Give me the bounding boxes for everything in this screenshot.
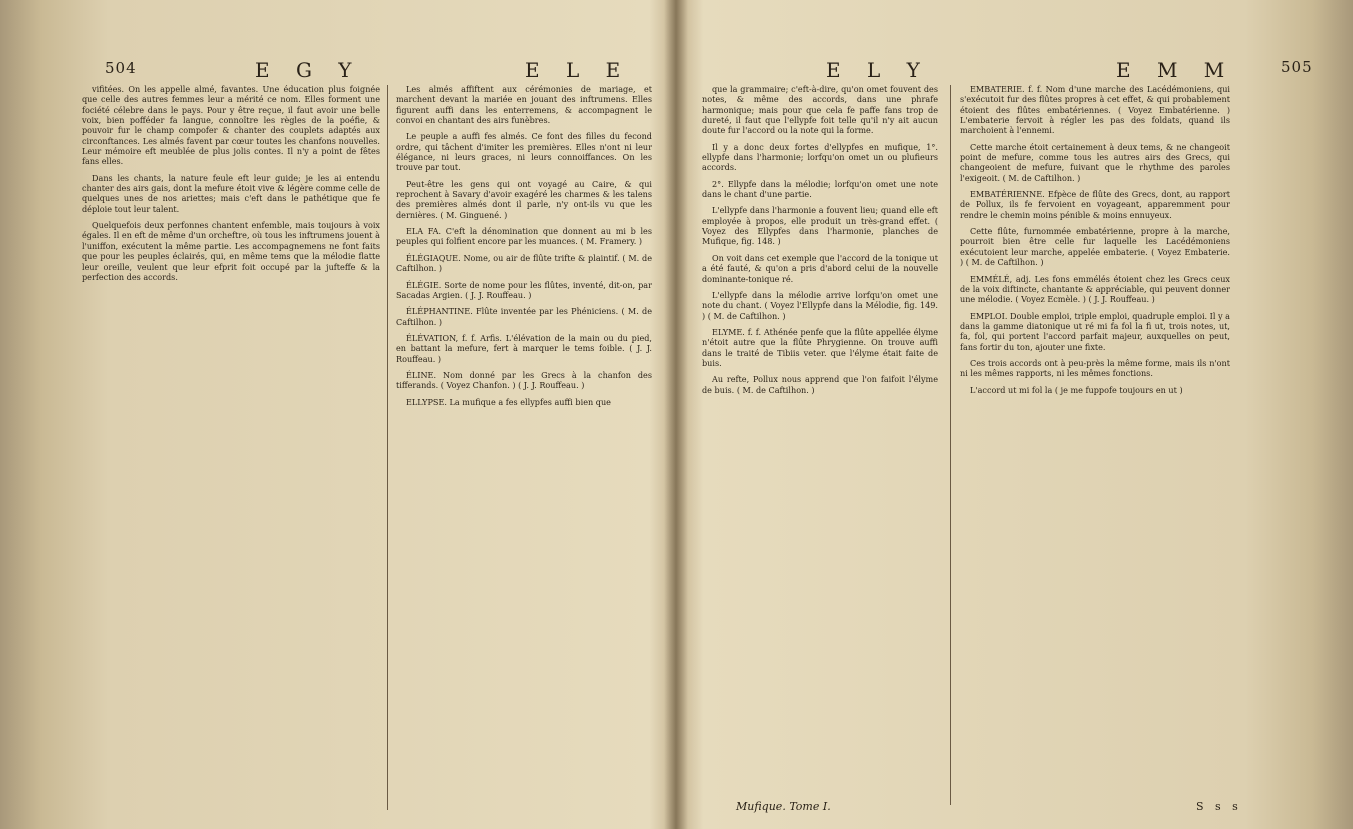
page-left (0, 0, 676, 829)
paragraph: ÉLÉPHANTINE. Flûte inventée par les Phéniciens. ( M. de Caftilhon. ) (396, 306, 652, 327)
headword-ele: E L E (525, 58, 631, 82)
paragraph: Dans les chants, la nature feule eft leur guide; je les ai entendu chanter des airs gais, dont la mefure étoit vive & légère comme celle de quelques unes de nos ariettes; mais c'eft dans le pathétique que fe déploie tout leur talent. (82, 172, 380, 214)
paragraph: L'accord ut mi fol la ( je me fuppofe toujours en ut ) (970, 384, 1183, 395)
paragraph: EMPLOI. Double emploi, triple emploi, quadruple emploi. Il y a dans la gamme diatonique ut ré mi fa fol la fi ut, trois notes, ut, fa, fol, qui portent l'accord parfait majeur, auxquelles on peut, fans fortir du ton, ajouter une fixte. (960, 310, 1231, 352)
paragraph: L'ellypfe dans l'harmonie a fouvent lieu; quand elle eft employée à propos, elle produit un très-grand effet. ( Voyez des Ellypfes dans l'harmonie, planches de Mufique, fig. 148. ) (702, 205, 938, 247)
catchword-signature: S s s (1196, 800, 1242, 813)
page-number-left: 504 (105, 59, 137, 77)
paragraph: EMBATÉRIENNE. Efpèce de flûte des Grecs, dont, au rapport de Pollux, ils fe fervoient en voyageant, apparemment pour rendre le chemin moins pénible & moins ennuyeux. (960, 189, 1230, 220)
paragraph: Quelquefois deux perfonnes chantent enfemble, mais toujours à voix égales. Il en eft de même d'un orcheftre, où tous les inftrumens jouent à l'uniffon, exécutent la même partie. Les accompagnemens ne font faits que pour les peuples éclairés, qui, en même tems que la mélodie flatte leur oreille, veulent que leur efprit foit occupé par la jufteffe & la perfection des accords. (82, 220, 380, 282)
paragraph: vifitées. On les appelle almé, favantes. Une éducation plus foignée que celle des autres femmes leur a mérité ce nom. Elles forment une fociété célebre dans le pays. Pour y être reçue, il faut avoir une belle voix, bien pofféder fa langue, connoître les règles de la poéfie, & pouvoir fur le champ compofer & chanter des couplets adaptés aux circonftances. Les almés favent par cœur toutes les chanfons nouvelles. Leur mémoire eft meublée de plus jolis contes. Il n'y a point de fêtes fans elles. (82, 84, 380, 167)
right-column-2 (960, 84, 1230, 401)
left-column-2 (396, 84, 652, 413)
page-right (676, 0, 1353, 829)
paragraph: que la grammaire; c'eft-à-dire, qu'on omet fouvent des notes, & même des accords, dans une phrafe harmonique; mais pour que cela fe paffe fans trop de dureté, il faut que l'ellypfe foit telle qu'il n'y ait aucun doute fur l'accord ou la note qui la forme. (702, 84, 938, 136)
paragraph: ÉLÉVATION, f. f. Arfis. L'élévation de la main ou du pied, en battant la mefure, fert à marquer le tems foible. ( J. J. Rouffeau. ) (396, 332, 652, 364)
paragraph: 2°. Ellypfe dans la mélodie; lorfqu'on omet une note dans le chant d'une partie. (702, 178, 938, 200)
left-column-1 (82, 84, 380, 288)
paragraph: Les almés affiftent aux cérémonies de mariage, et marchent devant la mariée en jouant des inftrumens. Elles figurent auffi dans les enterremens, & accompagnent le convoi en chantant des airs funèbres. (396, 84, 652, 126)
paragraph: Peut-être les gens qui ont voyagé au Caire, & qui reprochent à Savary d'avoir exagéré les charmes & les talens des premières almés dont il parle, n'y ont-ils vu que les dernières. ( M. Ginguené. ) (396, 178, 652, 220)
paragraph: EMBATERIE. f. f. Nom d'une marche des Lacédémoniens, qui s'exécutoit fur des flûtes propres à cet effet, & qui probablement étoient des flûtes embatériennes. ( Voyez Embatérienne. ) L'embaterie fervoit à régler les pas des foldats, quand ils marchoient à l'ennemi. (960, 84, 1230, 136)
paragraph: On voit dans cet exemple que l'accord de la tonique ut a été fauté, & qu'on a pris d'abord celui de la nouvelle dominante-tonique ré. (702, 252, 938, 284)
paragraph: ELLYPSE. La mufique a fes ellypfes auffi bien que (406, 396, 611, 407)
column-divider-left (387, 85, 388, 810)
paragraph: ELA FA. C'eft la dénomination que donnent au mi b les peuples qui folfient encore par les muances. ( M. Framery. ) (396, 226, 652, 247)
running-head-left (105, 58, 645, 82)
paragraph: EMMÉLÉ, adj. Les fons emmélés étoient chez les Grecs ceux de la voix diftincte, chantante & appréciable, qui peuvent donner une mélodie. ( Voyez Ecmèle. ) ( J. J. Rouffeau. ) (960, 273, 1230, 305)
volume-signature: Mufique. Tome I. (736, 800, 831, 813)
paragraph: ÉLÉGIE. Sorte de nome pour les flûtes, inventé, dit-on, par Sacadas Argien. ( J. J. Rouffeau. ) (396, 279, 652, 300)
headword-emm: E M M (1116, 58, 1235, 82)
paragraph: Il y a donc deux fortes d'ellypfes en mufique, 1°. ellypfe dans l'harmonie; lorfqu'on omet un ou plufieurs accords. (702, 141, 938, 173)
paragraph: Cette marche étoit certainement à deux tems, & ne changeoit point de mefure, comme tous les autres airs des Grecs, qui changeoient de mefure, fuivant que le rhythme des paroles l'exigeoit. ( M. de Caftilhon. ) (960, 141, 1230, 183)
paragraph: ELYME. f. f. Athénée penfe que la flûte appellée élyme n'étoit autre que la flûte Phrygienne. On trouve auffi dans le traité de Tibiis veter. que l'élyme était faite de buis. (702, 326, 938, 368)
paragraph: Ces trois accords ont à peu-près la même forme, mais ils n'ont ni les mêmes rapports, ni les mêmes fonctions. (960, 357, 1230, 379)
headword-egy: E G Y (255, 58, 362, 82)
headword-ely: E L Y (826, 58, 930, 82)
paragraph: Au refte, Pollux nous apprend que l'on faifoit l'élyme de buis. ( M. de Caftilhon. ) (702, 374, 938, 395)
paragraph: Le peuple a auffi fes almés. Ce font des filles du fecond ordre, qui tâchent d'imiter les premières. Elles n'ont ni leur élégance, ni leurs graces, ni leurs connoiffances. On les trouve par tout. (396, 131, 652, 173)
paragraph: L'ellypfe dans la mélodie arrive lorfqu'on omet une note du chant. ( Voyez l'Ellypfe dans la Mélodie, fig. 149. ) ( M. de Caftilhon. ) (702, 289, 938, 321)
right-column-1 (702, 84, 938, 401)
paragraph: ÉLÉGIAQUE. Nome, ou air de flûte trifte & plaintif. ( M. de Caftilhon. ) (396, 252, 652, 274)
paragraph: ÉLINE. Nom donné par les Grecs à la chanfon des tifferands. ( Voyez Chanfon. ) ( J. J. Rouffeau. ) (396, 369, 652, 391)
page-number-right: 505 (1281, 58, 1313, 76)
paragraph: Cette flûte, furnommée embatérienne, propre à la marche, pourroit bien être celle fur laquelle les Lacédémoniens exécutoient leur marche, appelée embaterie. ( Voyez Embaterie. ) ( M. de Caftilhon. ) (960, 226, 1230, 268)
column-divider-right (950, 85, 951, 805)
